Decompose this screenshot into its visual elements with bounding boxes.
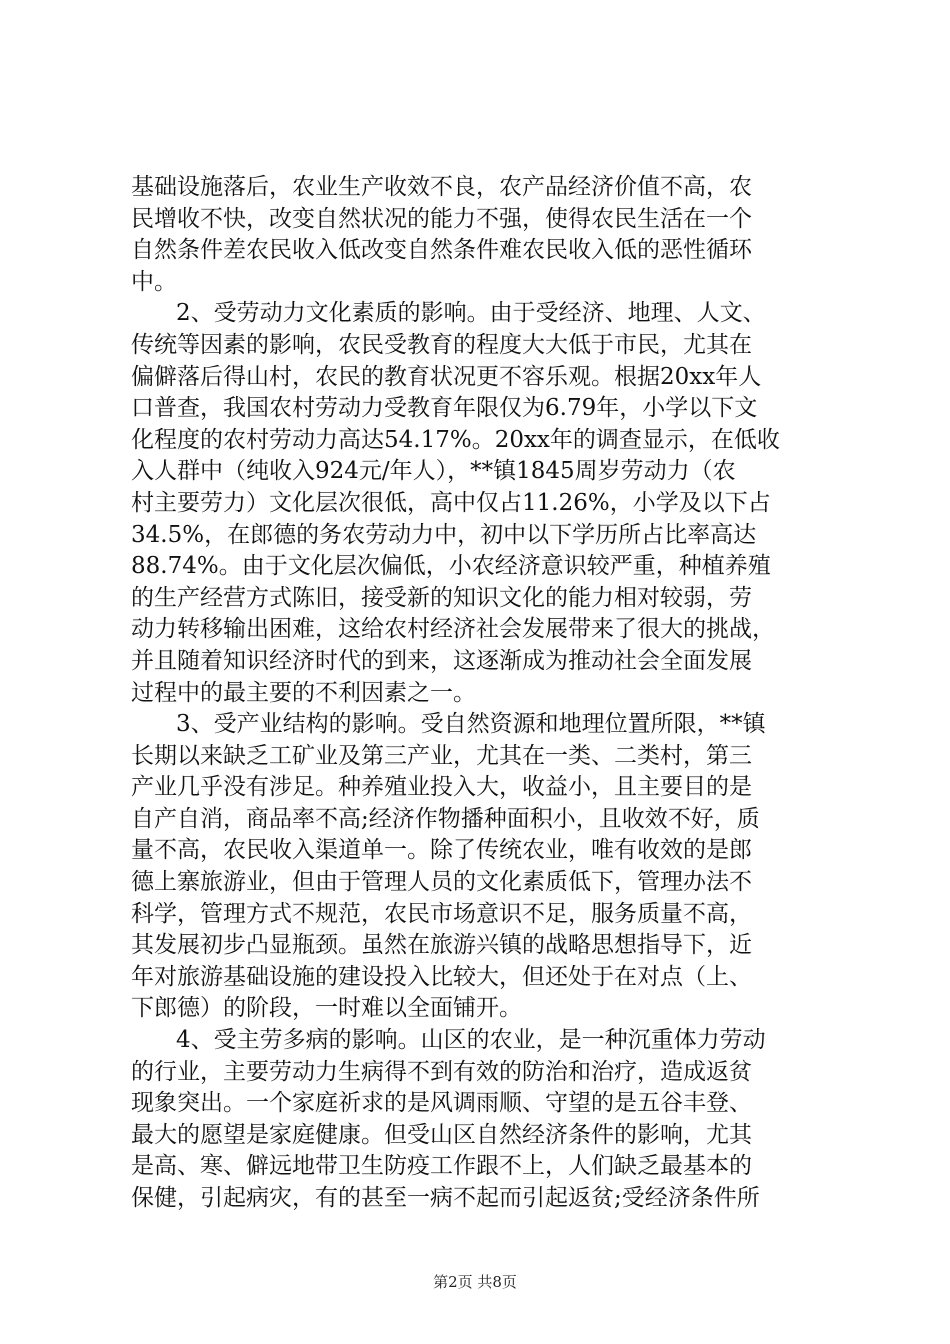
body-text [131,172,836,1215]
text-line: 量不高，农民收入渠道单一。除了传统农业，唯有收效的是郎 [131,837,752,864]
text-line: 自然条件差农民收入低改变自然条件难农民收入低的恶性循环 [131,237,752,264]
text-line: 入人群中（纯收入924元/年人），**镇1845周岁劳动力（农 [131,458,736,485]
text-line: 基础设施落后，农业生产收效不良，农产品经济价值不高，农 [131,174,752,200]
text-line: 并且随着知识经济时代的到来，这逐渐成为推动社会全面发展 [131,647,752,674]
text-line: 88.74%。由于文化层次偏低，小农经济意识较严重，种植养殖 [131,553,771,580]
text-line: 自产自消，商品率不高;经济作物播种面积小，且收效不好，质 [131,805,760,832]
text-line: 村主要劳力）文化层次很低，高中仅占11.26%，小学及以下占 [131,489,771,516]
text-line: 34.5%，在郎德的务农劳动力中，初中以下学历所占比率高达 [131,521,757,548]
text-line: 化程度的农村劳动力高达54.17%。20xx年的调查显示，在低收 [131,426,780,453]
text-line: 口普查，我国农村劳动力受教育年限仅为6.79年，小学以下文 [131,395,758,422]
text-line: 下郎德）的阶段，一时难以全面铺开。 [131,995,522,1022]
text-line: 保健，引起病灾，有的甚至一病不起而引起返贫;受经济条件所 [131,1185,760,1211]
text-line: 过程中的最主要的不利因素之一。 [131,679,476,706]
paragraph-first-line: 4、受主劳多病的影响。山区的农业，是一种沉重体力劳动 [176,1027,766,1054]
paragraph-first-line: 3、受产业结构的影响。受自然资源和地理位置所限，**镇 [176,711,766,738]
text-line: 长期以来缺乏工矿业及第三产业，尤其在一类、二类村，第三 [131,742,752,769]
text-line: 是高、寒、僻远地带卫生防疫工作跟不上，人们缺乏最基本的 [131,1153,752,1180]
text-line: 民增收不快，改变自然状况的能力不强，使得农民生活在一个 [131,205,752,232]
text-line: 科学，管理方式不规范，农民市场意识不足，服务质量不高， [131,900,752,927]
paragraph-first-line: 2、受劳动力文化素质的影响。由于受经济、地理、人文、 [176,300,766,327]
text-line: 其发展初步凸显瓶颈。虽然在旅游兴镇的战略思想指导下，近 [131,932,752,959]
text-line: 中。 [131,268,177,295]
text-line: 最大的愿望是家庭健康。但受山区自然经济条件的影响，尤其 [131,1121,752,1148]
page-footer: 第2页 共8页 [433,1273,517,1291]
text-line: 动力转移输出困难，这给农村经济社会发展带来了很大的挑战， [131,616,775,643]
text-line: 偏僻落后得山村，农民的教育状况更不容乐观。根据20xx年人 [131,363,762,390]
text-line: 产业几乎没有涉足。种养殖业投入大，收益小，且主要目的是 [131,774,752,801]
text-line: 传统等因素的影响，农民受教育的程度大大低于市民，尤其在 [131,331,752,358]
text-line: 年对旅游基础设施的建设投入比较大，但还处于在对点（上、 [131,963,752,990]
text-line: 的行业，主要劳动力生病得不到有效的防治和治疗，造成返贫 [131,1058,752,1085]
text-line: 德上寨旅游业，但由于管理人员的文化素质低下，管理办法不 [131,869,752,896]
text-line: 的生产经营方式陈旧，接受新的知识文化的能力相对较弱，劳 [131,584,752,611]
text-line: 现象突出。一个家庭祈求的是风调雨顺、守望的是五谷丰登、 [131,1090,752,1117]
